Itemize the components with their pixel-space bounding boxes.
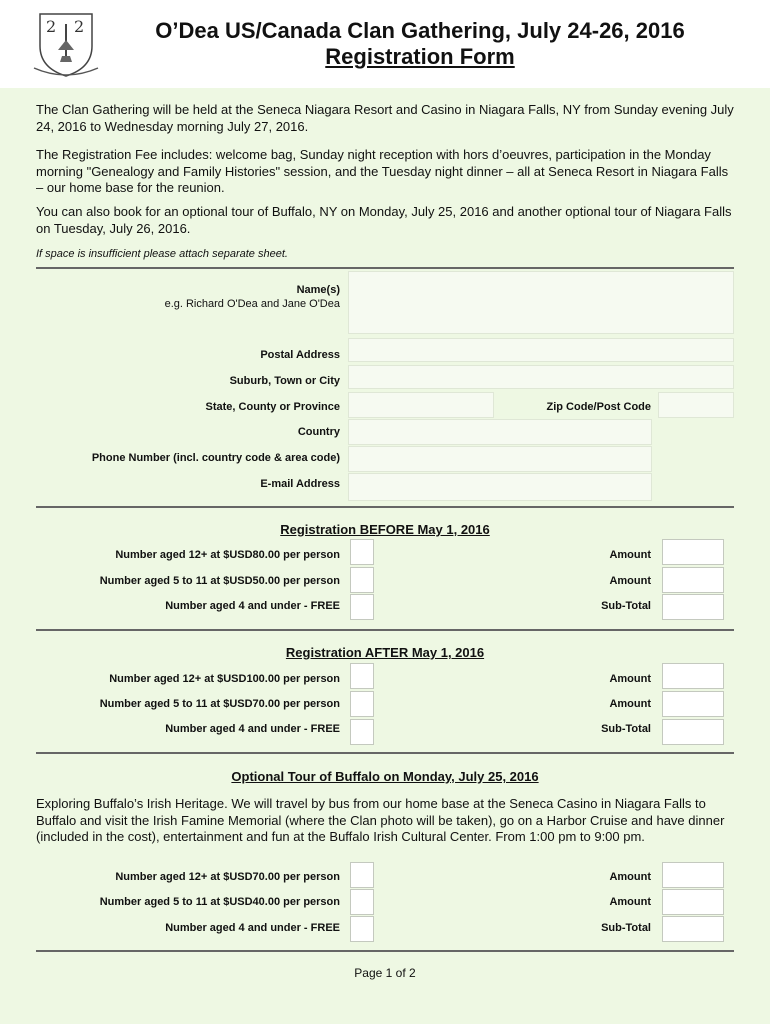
amount-label: Amount: [609, 575, 651, 587]
page-subtitle: Registration Form: [325, 44, 515, 69]
names-example: e.g. Richard O'Dea and Jane O'Dea: [164, 298, 340, 310]
page-title: O’Dea US/Canada Clan Gathering, July 24-26, 2016: [155, 18, 685, 43]
postal-address-field[interactable]: [348, 338, 734, 362]
before-count-12plus[interactable]: [350, 539, 374, 565]
before-row-label: Number aged 5 to 11 at $USD50.00 per person: [99, 575, 340, 587]
divider: [36, 629, 734, 631]
after-section-title: Registration AFTER May 1, 2016: [285, 645, 485, 660]
tour-amount-5to11[interactable]: [662, 889, 724, 915]
country-label: Country: [297, 426, 340, 438]
tour-description: Exploring Buffalo’s Irish Heritage. We will travel by bus from our home base at the Seneca Casino in Niagara Falls to Buffalo and visit the Irish Famine Memorial (where the Clan photo will be taken), go on a Harbor Cruise and have dinner (included in the cost), entertainment and fun at the Buffalo Irish Cultural Center. From 1:00 pm to 9:00 pm.: [36, 796, 725, 844]
header: [0, 0, 770, 88]
tour-count-4under[interactable]: [350, 916, 374, 942]
tour-count-5to11[interactable]: [350, 889, 374, 915]
phone-label: Phone Number (incl. country code & area code): [91, 452, 340, 464]
before-row-label: Number aged 4 and under - FREE: [165, 600, 340, 612]
before-amount-5to11[interactable]: [662, 567, 724, 593]
state-field[interactable]: [348, 392, 494, 418]
before-count-4under[interactable]: [350, 594, 374, 620]
amount-label: Amount: [609, 871, 651, 883]
clan-crest-logo: [30, 10, 102, 78]
tour-section-title: Optional Tour of Buffalo on Monday, July 25, 2016: [231, 769, 539, 784]
subtotal-label: Sub-Total: [601, 600, 651, 612]
before-count-5to11[interactable]: [350, 567, 374, 593]
before-amount-12plus[interactable]: [662, 539, 724, 565]
tour-row-label: Number aged 5 to 11 at $USD40.00 per person: [99, 896, 340, 908]
zip-field[interactable]: [658, 392, 734, 418]
intro-paragraph-3: You can also book for an optional tour of Buffalo, NY on Monday, July 25, 2016 and another optional tour of Niagara Falls on Tuesday, July 26, 2016.: [36, 204, 732, 236]
after-row-label: Number aged 4 and under - FREE: [165, 723, 340, 735]
after-count-12plus[interactable]: [350, 663, 374, 689]
tour-count-12plus[interactable]: [350, 862, 374, 888]
email-label: E-mail Address: [260, 478, 340, 490]
tour-amount-12plus[interactable]: [662, 862, 724, 888]
tour-row-label: Number aged 12+ at $USD70.00 per person: [115, 871, 340, 883]
suburb-label: Suburb, Town or City: [229, 375, 340, 387]
divider: [36, 506, 734, 508]
amount-label: Amount: [609, 673, 651, 685]
subtotal-label: Sub-Total: [601, 922, 651, 934]
svg-text:2: 2: [74, 17, 85, 36]
space-note: If space is insufficient please attach separate sheet.: [36, 248, 288, 260]
amount-label: Amount: [609, 896, 651, 908]
after-amount-12plus[interactable]: [662, 663, 724, 689]
phone-field[interactable]: [348, 446, 652, 472]
before-row-label: Number aged 12+ at $USD80.00 per person: [115, 549, 340, 561]
divider: [36, 267, 734, 269]
email-field[interactable]: [348, 473, 652, 501]
zip-label: Zip Code/Post Code: [546, 401, 651, 413]
state-label: State, County or Province: [205, 401, 340, 413]
intro-paragraph-1: The Clan Gathering will be held at the Seneca Niagara Resort and Casino in Niagara Falls, NY from Sunday evening July 24, 2016 to Wednesday morning July 27, 2016.: [36, 102, 734, 134]
tour-subtotal[interactable]: [662, 916, 724, 942]
svg-text:2: 2: [46, 17, 57, 36]
after-count-5to11[interactable]: [350, 691, 374, 717]
page-number: Page 1 of 2: [354, 966, 416, 980]
tour-row-label: Number aged 4 and under - FREE: [165, 922, 340, 934]
intro-paragraph-2: The Registration Fee includes: welcome bag, Sunday night reception with hors d’oeuvres, participation in the Monday morning "Genealogy and Family Histories" session, and the Tuesday night dinner – all at Seneca Resort in Niagara Falls – our home base for the reunion.: [36, 147, 729, 195]
subtotal-label: Sub-Total: [601, 723, 651, 735]
amount-label: Amount: [609, 698, 651, 710]
divider: [36, 950, 734, 952]
amount-label: Amount: [609, 549, 651, 561]
divider: [36, 752, 734, 754]
after-subtotal[interactable]: [662, 719, 724, 745]
after-amount-5to11[interactable]: [662, 691, 724, 717]
before-subtotal[interactable]: [662, 594, 724, 620]
after-count-4under[interactable]: [350, 719, 374, 745]
suburb-field[interactable]: [348, 365, 734, 389]
names-label: Name(s): [296, 284, 340, 296]
postal-address-label: Postal Address: [260, 349, 340, 361]
after-row-label: Number aged 12+ at $USD100.00 per person: [109, 673, 340, 685]
before-section-title: Registration BEFORE May 1, 2016: [280, 522, 490, 537]
after-row-label: Number aged 5 to 11 at $USD70.00 per person: [99, 698, 340, 710]
country-field[interactable]: [348, 419, 652, 445]
names-field[interactable]: [348, 271, 734, 334]
